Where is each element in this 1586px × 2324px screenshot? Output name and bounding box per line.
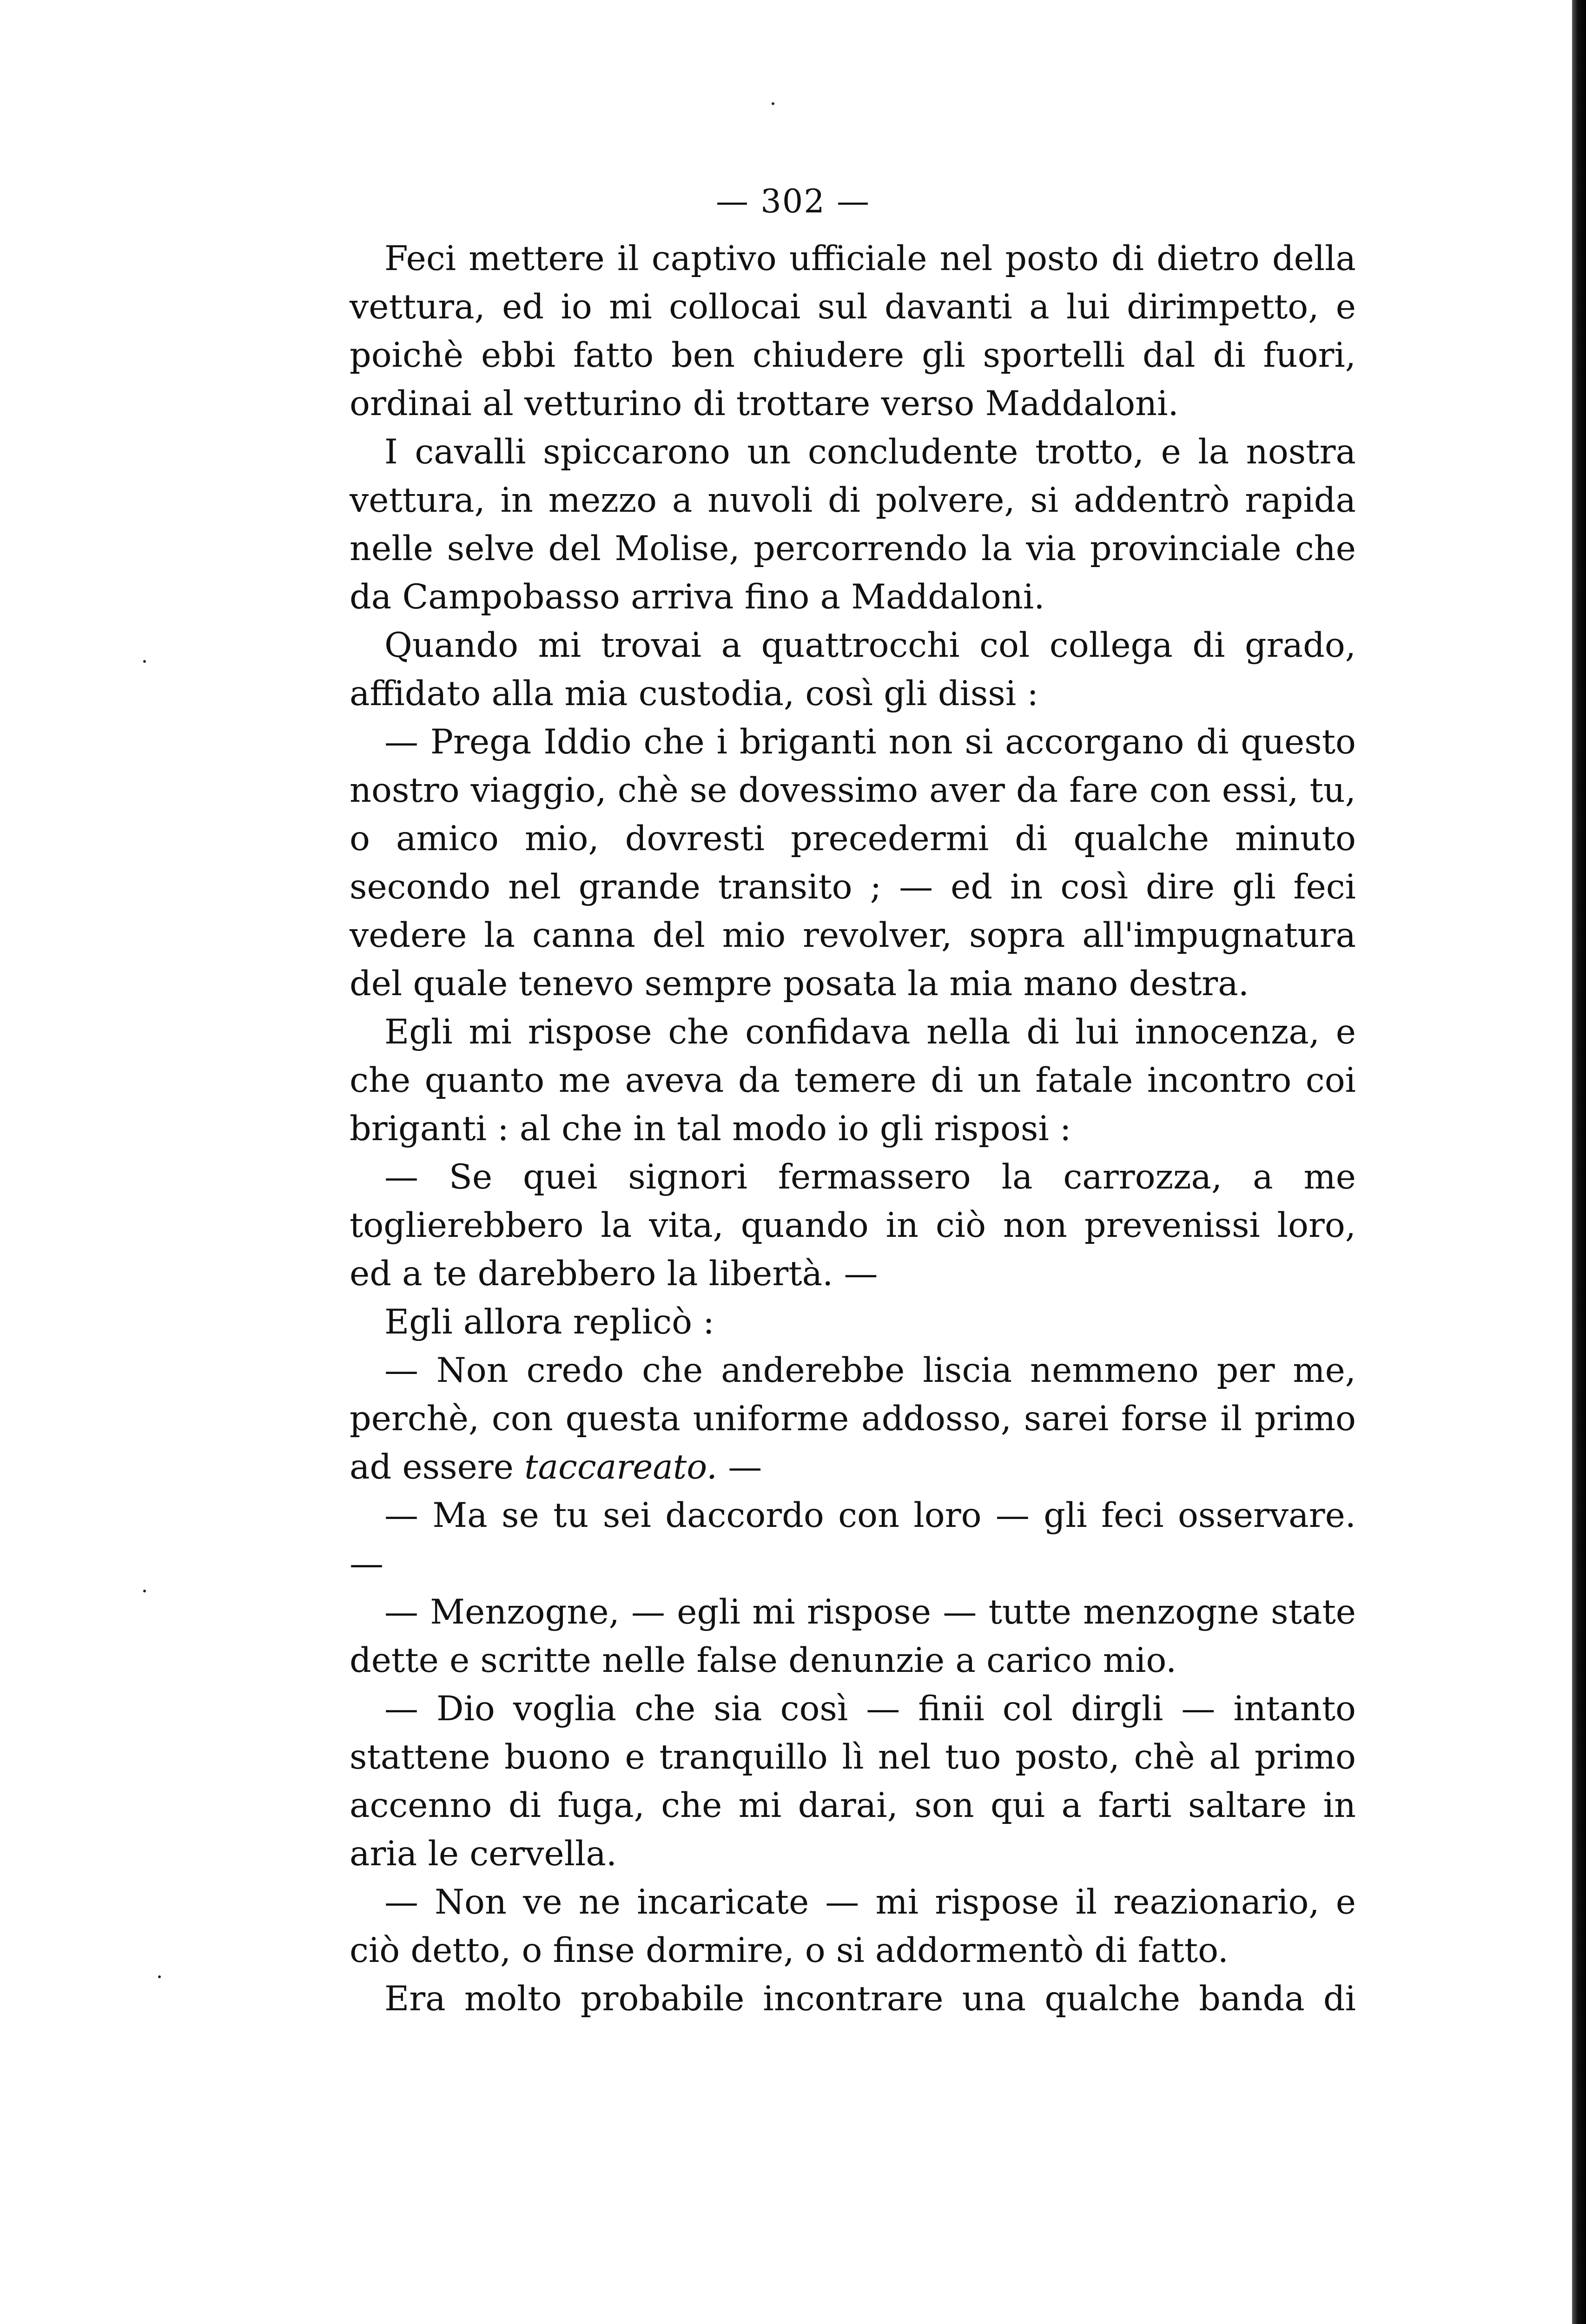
italic-word: taccareato.: [524, 1447, 718, 1487]
paragraph-5: Egli mi rispose che confidava nella di lui innocenza, e che quanto me aveva da temere di un fatale incontro coi briganti : al che in tal modo io gli risposi :: [350, 1012, 1356, 1149]
paragraph-8: [350, 1347, 1356, 1492]
paragraph-8-text: — Non credo che anderebbe liscia nemmeno per me, perchè, con questa uniforme addosso, sarei forse il primo ad essere: [350, 1351, 1356, 1487]
paragraph-12: — Non ve ne incaricate — mi rispose il reazionario, e ciò detto, o finse dormire, o si addormentò di fatto.: [350, 1882, 1356, 1970]
scan-speck: [772, 102, 774, 105]
paragraph-4: — Prega Iddio che i briganti non si accorgano di questo nostro viaggio, chè se dovessimo aver da fare con essi, tu, o amico mio, dovresti precedermi di qualche minuto secondo nel grande transito ; — ed in così dire gli feci vedere la canna del mio revolver, sopra all'impugnatura del quale tenevo sempre posata la mia mano destra.: [350, 722, 1356, 1004]
scan-speck: [143, 660, 146, 663]
scan-edge-shadow: [1572, 0, 1586, 2324]
scan-speck: [143, 1590, 146, 1592]
paragraph-3: Quando mi trovai a quattrocchi col collega di grado, affidato alla mia custodia, così gli dissi :: [350, 626, 1356, 713]
paragraph-7: Egli allora replicò :: [384, 1302, 714, 1342]
paragraph-2: I cavalli spiccarono un concludente trotto, e la nostra vettura, in mezzo a nuvoli di polvere, si addentrò rapida nelle selve del Molise, percorrendo la via provinciale che da Campobasso arriva fino a Maddaloni.: [350, 432, 1356, 617]
paragraph-8-tail: —: [717, 1447, 762, 1487]
page-number: — 302 —: [715, 182, 871, 220]
scan-speck: [158, 1975, 161, 1978]
paragraph-9: — Ma se tu sei daccordo con loro — gli feci osservare. —: [350, 1496, 1356, 1584]
paragraph-6: — Se quei signori fermassero la carrozza, a me toglierebbero la vita, quando in ciò non prevenissi loro, ed a te darebbero la libertà. —: [350, 1157, 1356, 1294]
body-text: [350, 235, 1356, 2023]
paragraph-11: — Dio voglia che sia così — finii col dirgli — intanto stattene buono e tranquillo lì nel tuo posto, chè al primo accenno di fuga, che mi darai, son qui a farti saltare in aria le cervella.: [350, 1689, 1356, 1874]
paragraph-13: Era molto probabile incontrare una qualche banda di: [384, 1979, 1356, 2019]
paragraph-10: — Menzogne, — egli mi rispose — tutte menzogne state dette e scritte nelle false denunzie a carico mio.: [350, 1592, 1356, 1680]
paragraph-1: Feci mettere il captivo ufficiale nel posto di dietro della vettura, ed io mi collocai sul davanti a lui dirimpetto, e poichè ebbi fatto ben chiudere gli sportelli dal di fuori, ordinai al vetturino di trottare verso Maddaloni.: [350, 239, 1356, 423]
